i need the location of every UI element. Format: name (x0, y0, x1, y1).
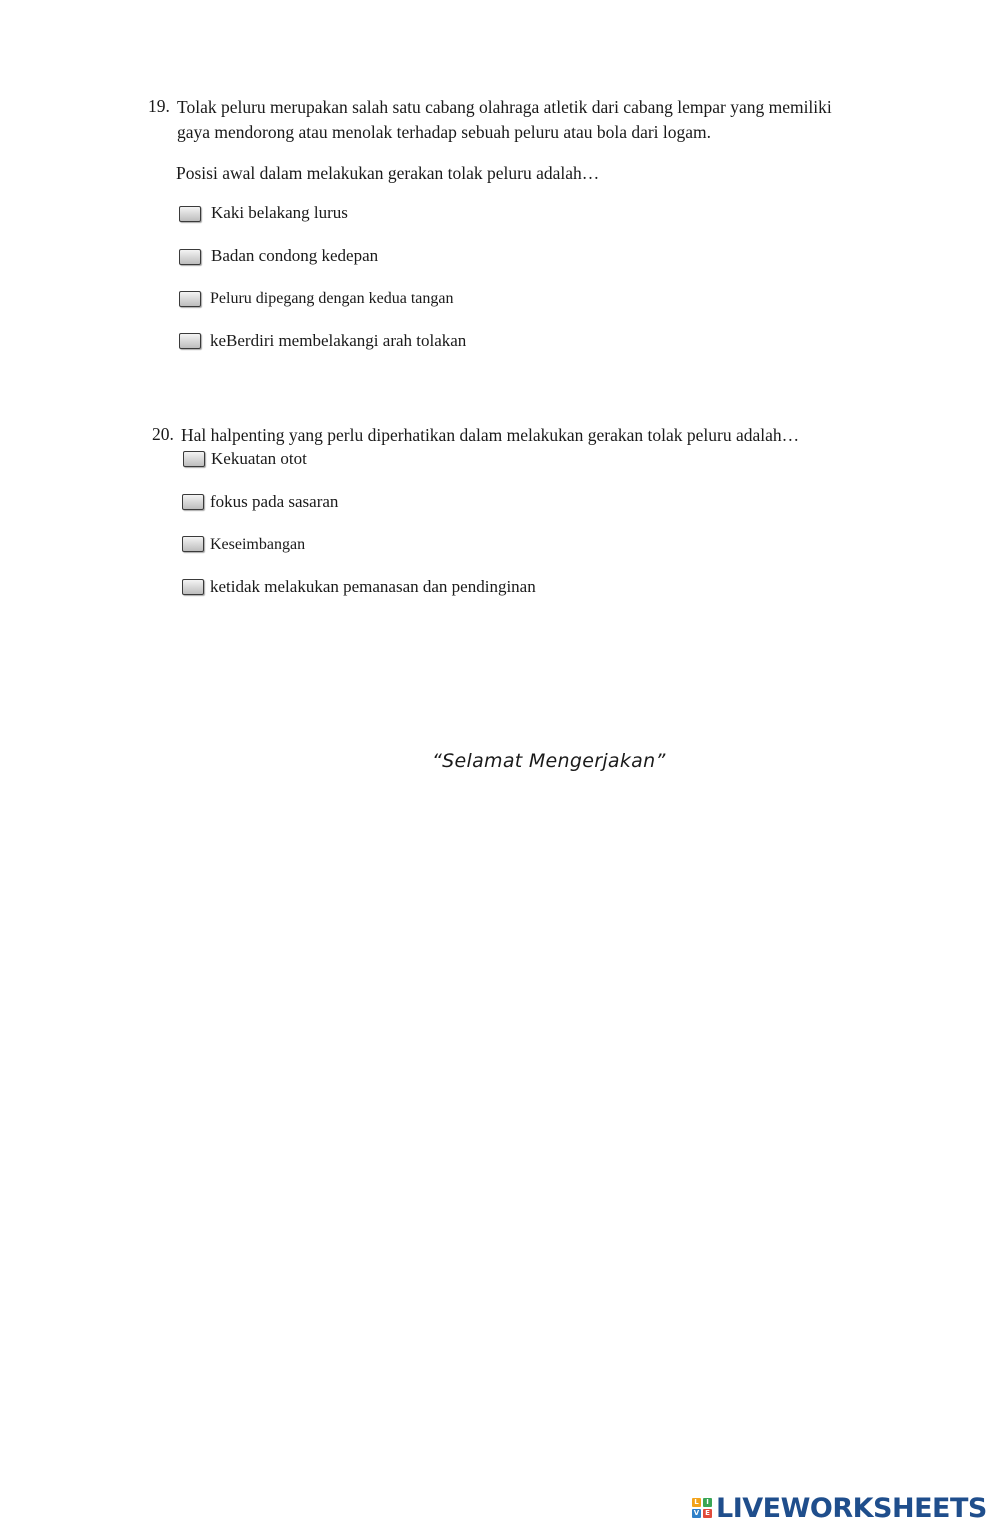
q20-option-3-checkbox[interactable] (182, 536, 204, 552)
question-19-number: 19. (148, 96, 170, 116)
q19-option-4-label: keBerdiri membelakangi arah tolakan (210, 331, 467, 350)
logo-grid-cell: V (693, 1509, 700, 1517)
logo-grid-icon (692, 1498, 712, 1518)
q20-option-1-checkbox[interactable] (183, 451, 205, 467)
q19-option-1-label: Kaki belakang lurus (211, 203, 348, 222)
question-20-number: 20. (152, 424, 174, 444)
q20-option-1-label: Kekuatan otot (211, 449, 307, 468)
q19-option-3-checkbox[interactable] (179, 291, 201, 307)
q19-option-2-checkbox[interactable] (179, 249, 201, 265)
logo-text: LIVEWORKSHEETS (716, 1492, 987, 1524)
question-20-text-line1: Hal halpenting yang perlu diperhatikan dalam melakukan gerakan tolak peluru adalah… (181, 425, 800, 445)
logo-grid-cell: E (703, 1509, 712, 1518)
question-19-text-line1: Tolak peluru merupakan salah satu cabang olahraga atletik dari cabang lempar yang memiliki (177, 97, 832, 117)
question-19-prompt: Posisi awal dalam melakukan gerakan tolak peluru adalah… (176, 163, 600, 183)
q19-option-1-checkbox[interactable] (179, 206, 201, 222)
liveworksheets-logo[interactable] (692, 1490, 987, 1526)
q20-option-3-label: Keseimbangan (210, 536, 306, 553)
q20-option-2-label: fokus pada sasaran (210, 492, 339, 511)
closing-message: “Selamat Mengerjakan” (432, 750, 666, 772)
logo-grid-cell: I (703, 1498, 712, 1507)
logo-grid-cell: L (692, 1498, 701, 1507)
q20-option-4-checkbox[interactable] (182, 579, 204, 595)
q19-option-4-checkbox[interactable] (179, 333, 201, 349)
question-19-text-line2: gaya mendorong atau menolak terhadap sebuah peluru atau bola dari logam. (177, 122, 712, 142)
q19-option-2-label: Badan condong kedepan (211, 246, 379, 265)
q20-option-2-checkbox[interactable] (182, 494, 204, 510)
q20-option-4-label: ketidak melakukan pemanasan dan pendinginan (210, 577, 536, 596)
q19-option-3-label: Peluru dipegang dengan kedua tangan (210, 290, 454, 307)
